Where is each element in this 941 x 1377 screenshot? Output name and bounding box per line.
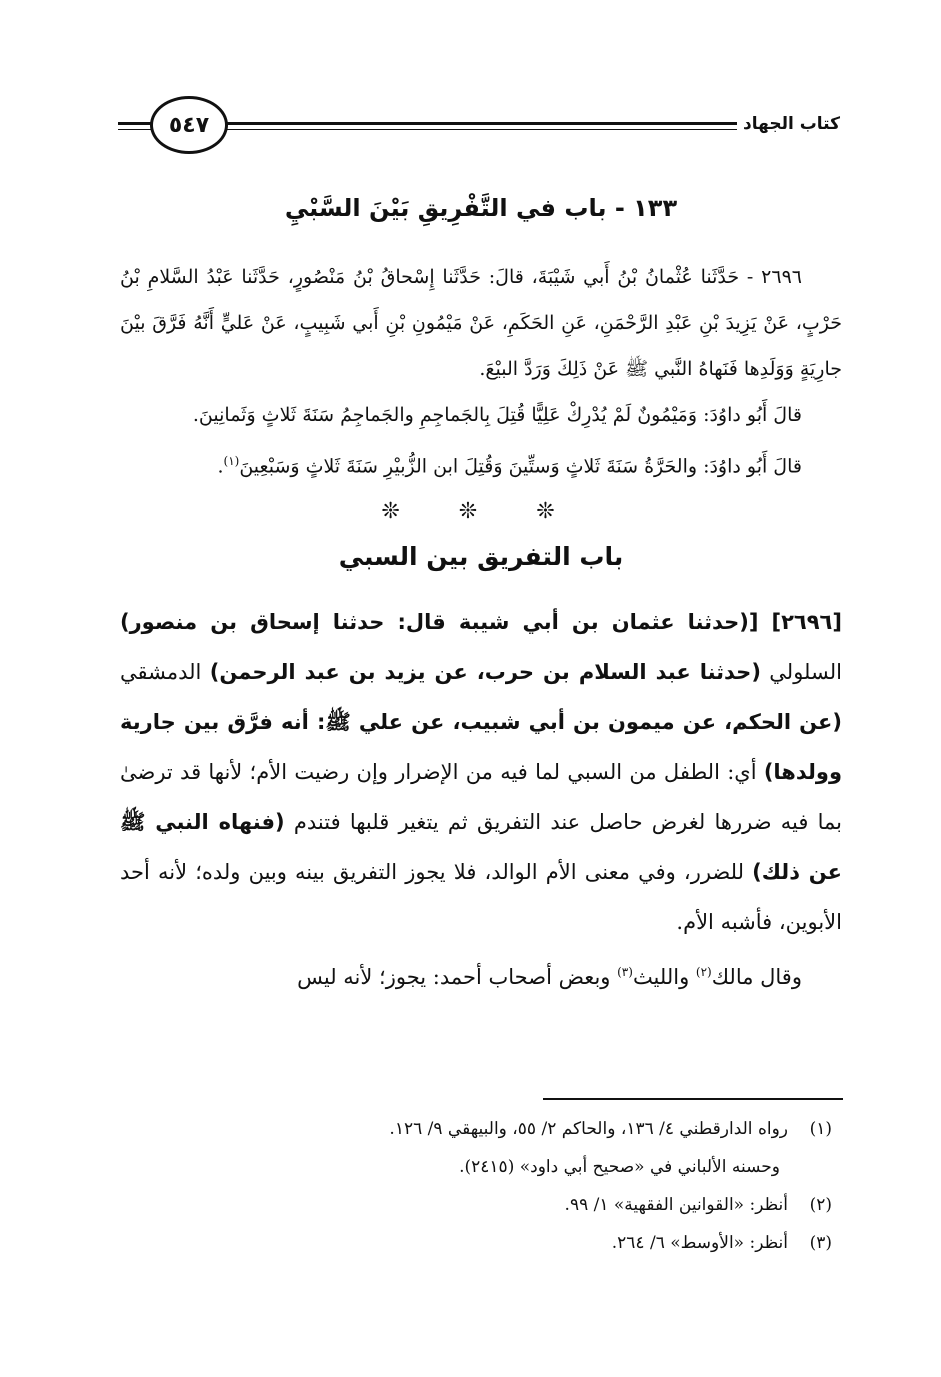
footnote-3 xyxy=(120,1224,842,1262)
footnote-text: وحسنه الألباني في «صحيح أبي داود» (٢٤١٥). xyxy=(459,1157,780,1177)
footnote-ref-2[interactable]: (٢) xyxy=(695,965,712,980)
page-header xyxy=(118,96,848,160)
footnote-number: (١) xyxy=(809,1119,832,1139)
hadith-note-2-end: . xyxy=(217,455,224,478)
quoted-text: [٢٦٩٦] [(حدثنا عثمان بن أبي شيبة قال: حدثنا إسحاق بن منصور) xyxy=(120,610,842,635)
commentary-text: السلولي xyxy=(760,660,842,685)
footnote-number: (٢) xyxy=(809,1195,832,1215)
commentary-block xyxy=(120,597,842,1002)
chapter-title: ١٣٣ - باب في التَّفْرِيقِ بَيْنَ السَّبْيِ xyxy=(284,194,678,222)
footnote-text: رواه الدارقطني ٤/ ١٣٦، والحاكم ٢/ ٥٥، والبيهقي ٩/ ١٢٦. xyxy=(389,1119,788,1139)
commentary-text: أي: الطفل من السبي لما فيه من الإضرار وإن رضيت الأم؛ لأنها قد ترضىٰ بما فيه ضررها لغرض حاصل عند التفريق ثم يتغير قلبها فتندم xyxy=(120,760,843,835)
commentary-text: الدمشقي xyxy=(120,660,210,685)
hadith-text: ٢٦٩٦ - حَدَّثَنا عُثْمانُ بْنُ أَبي شَيْبَةَ، قالَ: حَدَّثَنا إِسْحاقُ بْنُ مَنْصُورٍ، حَدَّثَنا عَبْدُ السَّلامِ بْنُ حَرْبٍ، عَنْ يَزِيدَ بْنِ عَبْدِ الرَّحْمَنِ، عَنِ الحَكَمِ، عَنْ مَيْمُونِ بْنِ أَبي شَبِيبٍ، عَنْ عَليٍّ أَنَّهُ فَرَّقَ بيْنَ جارِيَةٍ وَوَلَدِها فَنَهاهُ النَّبي ﷺ عَنْ ذَلِكَ وَرَدَّ البيْعَ. xyxy=(120,266,842,380)
footnote-2 xyxy=(120,1186,842,1224)
footnote-1-continued xyxy=(120,1148,842,1186)
page-number-badge xyxy=(150,96,228,154)
hadith-note-2-text: قالَ أَبُو داوُدَ: والحَرَّةُ سَنَةَ ثَلاثٍ وَستِّينَ وَقُتِلَ ابن الزُّبيْرِ سَنَةَ ثَلاثٍ وَسَبْعِينَ xyxy=(239,455,802,478)
page-number: ٥٤٧ xyxy=(168,112,210,138)
commentary-text: وقال مالك xyxy=(711,965,802,990)
quoted-text: (حدثنا عبد السلام بن حرب، عن يزيد بن عبد الرحمن) xyxy=(209,660,761,685)
commentary-paragraph-1 xyxy=(120,597,842,947)
quoted-text: (فنهاه النبي ﷺ عن ذلك) xyxy=(120,810,842,885)
commentary-text: للضرر، وفي معنى الأم الوالد، فلا يجوز التفريق بينه وبين ولده؛ لأنه أحد الأبوين، فأشبه الأم. xyxy=(120,860,842,935)
commentary-paragraph-2 xyxy=(120,947,842,1002)
quoted-text: (عن الحكم، عن ميمون بن أبي شبيب، عن علي ﷺ: أنه فرَّق بين جارية وولدها) xyxy=(120,710,842,785)
footnote-text: أنظر: «الأوسط» ٦/ ٢٦٤. xyxy=(611,1233,788,1253)
hadith-block xyxy=(120,254,842,489)
hadith-note-1: قالَ أَبُو داوُدَ: وَمَيْمُونٌ لَمْ يُدْرِكْ عَلِيًّا قُتِلَ بِالجَماجِمِ والجَماجِمُ سَنَةَ ثَلاثٍ وَثَمانِينَ. xyxy=(192,404,802,426)
footnote-1 xyxy=(120,1110,842,1148)
page-content xyxy=(120,180,842,1002)
footnotes xyxy=(120,1110,842,1262)
section-separator: ❊ ❊ ❊ xyxy=(381,499,581,525)
footnote-ref-3[interactable]: (٣) xyxy=(617,965,633,980)
footnote-number: (٣) xyxy=(809,1233,832,1253)
book-title: كتاب الجهاد xyxy=(737,111,848,137)
hadith-note-2 xyxy=(120,438,842,489)
footnote-separator xyxy=(543,1098,843,1100)
footnote-ref-1[interactable]: (١) xyxy=(223,454,240,468)
commentary-text: وبعض أصحاب أحمد: يجوز؛ لأنه ليس xyxy=(297,965,618,990)
commentary-title: باب التفريق بين السبي xyxy=(338,542,624,572)
commentary-text: والليث xyxy=(632,965,696,990)
footnote-text: أنظر: «القوانين الفقهية» ١/ ٩٩. xyxy=(564,1195,788,1215)
